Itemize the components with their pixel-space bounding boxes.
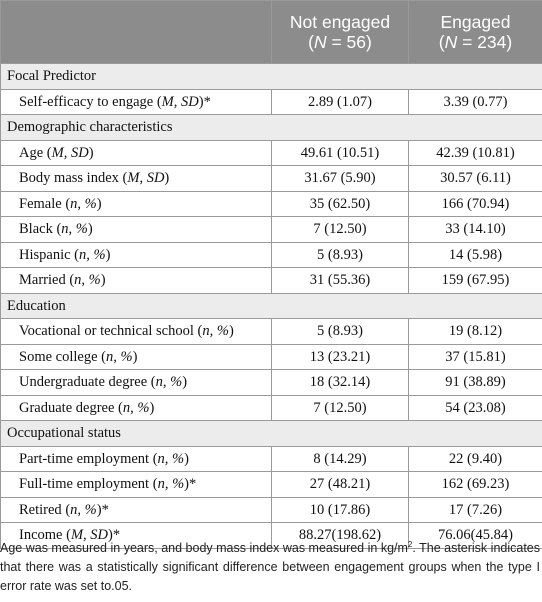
engaged-value: 166 (70.94) — [409, 191, 542, 217]
row-label: Vocational or technical school — [19, 323, 194, 340]
row-stat: n, % — [122, 399, 150, 416]
row-label: Retired — [19, 501, 62, 518]
row-label-cell: Retired (n, %)* — [1, 497, 272, 523]
row-stat: M, SD — [70, 527, 109, 544]
row-label: Undergraduate degree — [19, 374, 148, 391]
not-engaged-value: 7 (12.50) — [272, 395, 409, 421]
row-label-cell: Part-time employment (n, %) — [1, 446, 272, 472]
row-stat: n, % — [70, 501, 97, 518]
row-stat: n, % — [74, 272, 101, 289]
not-engaged-value: 31.67 (5.90) — [272, 166, 409, 192]
table-body — [1, 64, 542, 549]
row-label: Full-time employment — [19, 476, 150, 493]
engaged-value: 54 (23.08) — [409, 395, 542, 421]
row-label-cell: Undergraduate degree (n, %) — [1, 370, 272, 396]
row-label: Income — [19, 527, 63, 544]
table-row — [1, 89, 542, 115]
not-engaged-value: 88.27(198.62) — [272, 523, 409, 549]
significance-star: * — [101, 501, 109, 518]
row-label: Graduate degree — [19, 399, 115, 416]
row-label: Female — [19, 195, 62, 212]
header-row — [1, 1, 542, 64]
row-label: Black — [19, 221, 53, 238]
table-row — [1, 344, 542, 370]
row-label-cell: Body mass index (M, SD) — [1, 166, 272, 192]
not-engaged-value: 5 (8.93) — [272, 319, 409, 345]
row-label: Body mass index — [19, 170, 119, 187]
section-row — [1, 115, 542, 141]
table-footnote: Age was measured in years, and body mass index was measured in $kg/m^2$. The asterisk indicates that there was a statistically significant difference between engagement groups when the type I error rate was set to.05. — [0, 539, 541, 593]
section-row — [1, 293, 542, 319]
header-not-engaged-title: Not engaged — [289, 12, 391, 32]
not-engaged-value: 8 (14.29) — [272, 446, 409, 472]
engaged-value: 19 (8.12) — [409, 319, 542, 345]
row-stat: n, % — [202, 323, 229, 340]
not-engaged-value: 13 (23.21) — [272, 344, 409, 370]
table-row — [1, 446, 542, 472]
significance-star: * — [189, 476, 197, 493]
header-not-engaged-n: = 56) — [326, 32, 372, 52]
row-label-cell: Full-time employment (n, %)* — [1, 472, 272, 498]
section-row — [1, 421, 542, 447]
engaged-value: 22 (9.40) — [409, 446, 542, 472]
row-label-cell: Income (M, SD)* — [1, 523, 272, 549]
row-stat: n, % — [79, 246, 106, 263]
header-engaged-n: = 234) — [457, 32, 513, 52]
engaged-value: 37 (15.81) — [409, 344, 542, 370]
not-engaged-value: 2.89 (1.07) — [272, 89, 409, 115]
table-row — [1, 319, 542, 345]
significance-star: * — [112, 527, 121, 544]
not-engaged-value: 31 (55.36) — [272, 268, 409, 294]
header-engaged: Engaged (N = 234) — [409, 1, 542, 64]
engaged-value: 14 (5.98) — [409, 242, 542, 268]
row-label-cell: Self-efficacy to engage (M, SD)* — [1, 89, 272, 115]
engaged-value: 17 (7.26) — [409, 497, 542, 523]
row-stat: M, SD — [51, 144, 89, 161]
table-row — [1, 370, 542, 396]
row-stat: n, % — [70, 195, 97, 212]
not-engaged-value: 49.61 (10.51) — [272, 140, 409, 166]
engaged-value: 30.57 (6.11) — [409, 166, 542, 192]
engaged-value: 42.39 (10.81) — [409, 140, 542, 166]
header-not-engaged: Not engaged (N = 56) — [272, 1, 409, 64]
table-row — [1, 497, 542, 523]
section-title: Focal Predictor — [1, 64, 542, 90]
row-label: Some college — [19, 348, 98, 365]
table-row — [1, 140, 542, 166]
table-row — [1, 191, 542, 217]
row-stat: n, % — [155, 374, 183, 391]
header-not-engaged-n-var: N — [313, 32, 327, 52]
row-label-cell: Married (n, %) — [1, 268, 272, 294]
engaged-value: 91 (38.89) — [409, 370, 542, 396]
header-engaged-n-var: N — [444, 32, 458, 52]
row-label-cell: Vocational or technical school (n, %) — [1, 319, 272, 345]
not-engaged-value: 7 (12.50) — [272, 217, 409, 243]
row-stat: M, SD — [161, 93, 199, 110]
not-engaged-value: 18 (32.14) — [272, 370, 409, 396]
row-label: Self-efficacy to engage — [19, 93, 154, 110]
table-row — [1, 166, 542, 192]
row-label: Married — [19, 272, 66, 289]
row-stat: n, % — [106, 348, 133, 365]
section-title: Occupational status — [1, 421, 542, 447]
row-label: Hispanic — [19, 246, 71, 263]
engaged-value: 162 (69.23) — [409, 472, 542, 498]
row-label: Age — [19, 144, 44, 161]
not-engaged-value: 5 (8.93) — [272, 242, 409, 268]
row-label-cell: Female (n, %) — [1, 191, 272, 217]
table-row — [1, 472, 542, 498]
row-label-cell: Graduate degree (n, %) — [1, 395, 272, 421]
header-engaged-title: Engaged — [440, 12, 511, 32]
engaged-value: 76.06(45.84) — [409, 523, 542, 549]
not-engaged-value: 35 (62.50) — [272, 191, 409, 217]
section-row — [1, 64, 542, 90]
not-engaged-value: 10 (17.86) — [272, 497, 409, 523]
significance-star: * — [203, 93, 211, 110]
row-label-cell: Hispanic (n, %) — [1, 242, 272, 268]
header-blank-cell — [1, 1, 272, 64]
table-row — [1, 268, 542, 294]
not-engaged-value: 27 (48.21) — [272, 472, 409, 498]
row-stat: n, % — [157, 450, 185, 467]
section-title: Education — [1, 293, 542, 319]
engaged-value: 159 (67.95) — [409, 268, 542, 294]
table-row — [1, 242, 542, 268]
engaged-value: 3.39 (0.77) — [409, 89, 542, 115]
row-stat: n, % — [61, 221, 88, 238]
section-title: Demographic characteristics — [1, 115, 542, 141]
row-stat: n, % — [157, 476, 185, 493]
row-label-cell: Age (M, SD) — [1, 140, 272, 166]
row-label-cell: Some college (n, %) — [1, 344, 272, 370]
row-label: Part-time employment — [19, 450, 150, 467]
table-row — [1, 217, 542, 243]
row-stat: M, SD — [127, 170, 165, 187]
engaged-value: 33 (14.10) — [409, 217, 542, 243]
table-row — [1, 395, 542, 421]
row-label-cell: Black (n, %) — [1, 217, 272, 243]
